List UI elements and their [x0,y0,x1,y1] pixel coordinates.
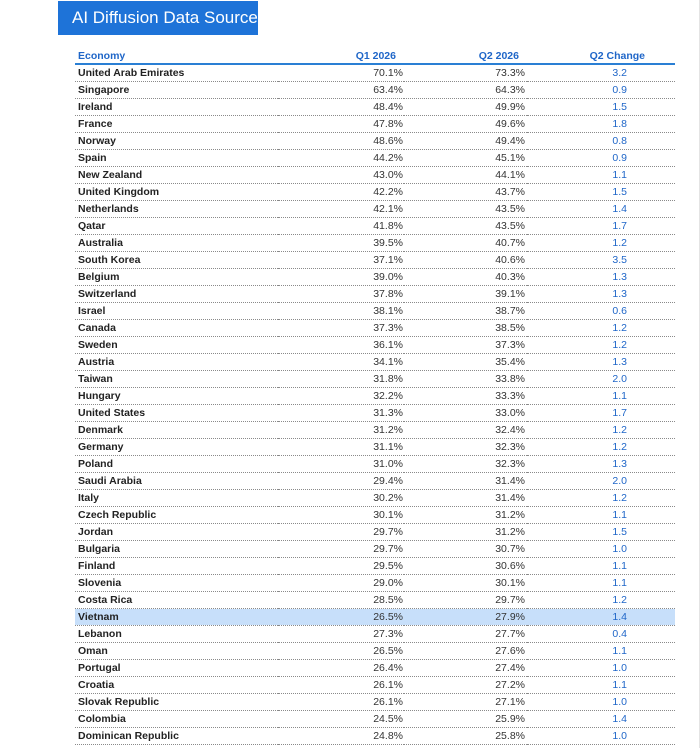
cell-q1-2026: 44.2% [278,150,404,167]
cell-q1-2026: 34.1% [278,354,404,371]
cell-q2-change: 0.8 [527,133,675,150]
cell-q2-2026: 43.5% [404,201,527,218]
cell-economy: Hungary [75,388,278,405]
cell-q1-2026: 30.2% [278,490,404,507]
cell-q1-2026: 24.5% [278,711,404,728]
table-row[interactable] [75,524,675,541]
cell-q2-change: 1.5 [527,524,675,541]
cell-q1-2026: 30.1% [278,507,404,524]
cell-q2-2026: 25.9% [404,711,527,728]
cell-q2-change: 1.4 [527,609,675,626]
cell-q1-2026: 31.8% [278,371,404,388]
cell-q2-2026: 40.6% [404,252,527,269]
column-header-q1-2026[interactable]: Q1 2026 [278,46,404,64]
table-row[interactable] [75,235,675,252]
cell-economy: Qatar [75,218,278,235]
cell-q1-2026: 26.1% [278,694,404,711]
cell-q1-2026: 32.2% [278,388,404,405]
cell-q1-2026: 31.3% [278,405,404,422]
cell-economy: Netherlands [75,201,278,218]
cell-economy: Ireland [75,99,278,116]
column-header-economy[interactable]: Economy [75,46,278,64]
cell-economy: Sweden [75,337,278,354]
cell-economy: France [75,116,278,133]
cell-economy: Slovak Republic [75,694,278,711]
table-row[interactable] [75,252,675,269]
table-row[interactable] [75,541,675,558]
cell-economy: United States [75,405,278,422]
cell-q2-2026: 27.4% [404,660,527,677]
cell-q2-change: 1.3 [527,354,675,371]
cell-economy: South Korea [75,252,278,269]
table-row[interactable] [75,473,675,490]
cell-q2-2026: 64.3% [404,82,527,99]
table-row[interactable] [75,405,675,422]
cell-q2-change: 1.1 [527,388,675,405]
cell-economy: Vietnam [75,609,278,626]
cell-q2-2026: 49.9% [404,99,527,116]
cell-q1-2026: 48.6% [278,133,404,150]
table-row[interactable] [75,558,675,575]
cell-q1-2026: 42.1% [278,201,404,218]
cell-q2-2026: 31.2% [404,524,527,541]
cell-q1-2026: 29.4% [278,473,404,490]
cell-q1-2026: 26.5% [278,609,404,626]
cell-q1-2026: 31.2% [278,422,404,439]
cell-q2-2026: 38.7% [404,303,527,320]
cell-q2-2026: 38.5% [404,320,527,337]
cell-economy: Canada [75,320,278,337]
cell-q2-change: 1.0 [527,728,675,745]
cell-q2-change: 0.9 [527,150,675,167]
cell-economy: Denmark [75,422,278,439]
cell-q2-change: 1.3 [527,269,675,286]
cell-q2-change: 0.6 [527,303,675,320]
table-row[interactable] [75,82,675,99]
cell-q1-2026: 42.2% [278,184,404,201]
cell-q2-change: 1.2 [527,422,675,439]
table-row[interactable] [75,694,675,711]
cell-q2-2026: 73.3% [404,64,527,82]
cell-economy: Austria [75,354,278,371]
cell-q1-2026: 43.0% [278,167,404,184]
cell-q2-2026: 44.1% [404,167,527,184]
cell-q1-2026: 28.5% [278,592,404,609]
cell-q1-2026: 29.7% [278,541,404,558]
cell-q2-2026: 25.8% [404,728,527,745]
cell-q2-change: 1.1 [527,643,675,660]
cell-q1-2026: 41.8% [278,218,404,235]
table-header-row [75,46,675,64]
cell-q2-2026: 32.3% [404,439,527,456]
cell-economy: Czech Republic [75,507,278,524]
cell-q2-2026: 43.5% [404,218,527,235]
cell-q1-2026: 29.5% [278,558,404,575]
cell-q2-change: 1.8 [527,116,675,133]
cell-q1-2026: 38.1% [278,303,404,320]
data-table-container [75,46,645,745]
cell-q2-2026: 35.4% [404,354,527,371]
cell-economy: Costa Rica [75,592,278,609]
cell-economy: Slovenia [75,575,278,592]
table-row[interactable] [75,150,675,167]
cell-economy: Poland [75,456,278,473]
cell-q2-change: 1.1 [527,575,675,592]
cell-economy: United Kingdom [75,184,278,201]
cell-q2-change: 1.1 [527,677,675,694]
cell-q2-change: 1.5 [527,184,675,201]
cell-q1-2026: 26.1% [278,677,404,694]
table-row[interactable] [75,507,675,524]
cell-q2-2026: 43.7% [404,184,527,201]
cell-q2-2026: 31.4% [404,473,527,490]
cell-q2-change: 1.1 [527,167,675,184]
cell-economy: Italy [75,490,278,507]
cell-q2-2026: 40.7% [404,235,527,252]
cell-q1-2026: 31.1% [278,439,404,456]
cell-q2-change: 3.2 [527,64,675,82]
cell-q2-2026: 40.3% [404,269,527,286]
cell-q2-change: 1.1 [527,507,675,524]
table-row[interactable] [75,320,675,337]
table-row[interactable] [75,456,675,473]
cell-q2-change: 0.9 [527,82,675,99]
cell-q2-2026: 32.3% [404,456,527,473]
column-header-q2-change[interactable]: Q2 Change [527,46,675,64]
cell-economy: Portugal [75,660,278,677]
table-row[interactable] [75,728,675,745]
cell-q1-2026: 31.0% [278,456,404,473]
cell-q2-2026: 27.2% [404,677,527,694]
cell-economy: Norway [75,133,278,150]
table-row[interactable] [75,269,675,286]
table-row[interactable] [75,303,675,320]
cell-q2-change: 0.4 [527,626,675,643]
cell-economy: United Arab Emirates [75,64,278,82]
cell-q2-change: 1.0 [527,694,675,711]
cell-q1-2026: 63.4% [278,82,404,99]
cell-economy: Croatia [75,677,278,694]
table-row[interactable] [75,677,675,694]
cell-q2-2026: 37.3% [404,337,527,354]
cell-q2-change: 1.2 [527,320,675,337]
cell-economy: Switzerland [75,286,278,303]
cell-economy: Finland [75,558,278,575]
table-row[interactable] [75,439,675,456]
cell-q2-2026: 33.3% [404,388,527,405]
cell-q2-change: 1.3 [527,456,675,473]
cell-economy: Belgium [75,269,278,286]
cell-economy: Germany [75,439,278,456]
table-row[interactable] [75,626,675,643]
cell-q2-change: 1.2 [527,439,675,456]
cell-q1-2026: 24.8% [278,728,404,745]
cell-q2-2026: 30.6% [404,558,527,575]
cell-q1-2026: 37.1% [278,252,404,269]
column-header-q2-2026[interactable]: Q2 2026 [404,46,527,64]
table-row[interactable] [75,354,675,371]
cell-q2-2026: 27.6% [404,643,527,660]
cell-economy: Israel [75,303,278,320]
table-row[interactable] [75,609,675,626]
cell-economy: Jordan [75,524,278,541]
cell-q2-change: 2.0 [527,473,675,490]
table-row[interactable] [75,490,675,507]
table-row[interactable] [75,575,675,592]
cell-q1-2026: 29.0% [278,575,404,592]
cell-q2-2026: 30.7% [404,541,527,558]
cell-q2-2026: 39.1% [404,286,527,303]
cell-q2-change: 1.1 [527,558,675,575]
cell-q2-change: 1.7 [527,218,675,235]
page-title: AI Diffusion Data Source [58,1,258,35]
cell-q2-2026: 31.2% [404,507,527,524]
cell-q2-2026: 33.0% [404,405,527,422]
cell-q2-2026: 27.1% [404,694,527,711]
cell-q1-2026: 37.8% [278,286,404,303]
table-row[interactable] [75,133,675,150]
table-row[interactable] [75,184,675,201]
cell-q2-change: 1.0 [527,541,675,558]
cell-economy: New Zealand [75,167,278,184]
cell-q2-change: 1.4 [527,711,675,728]
cell-q2-change: 1.2 [527,592,675,609]
table-row[interactable] [75,286,675,303]
cell-q1-2026: 37.3% [278,320,404,337]
cell-economy: Bulgaria [75,541,278,558]
cell-q1-2026: 39.0% [278,269,404,286]
cell-q1-2026: 26.4% [278,660,404,677]
cell-q2-2026: 45.1% [404,150,527,167]
table-row[interactable] [75,711,675,728]
cell-q2-change: 2.0 [527,371,675,388]
cell-q2-2026: 33.8% [404,371,527,388]
diffusion-data-table [75,46,675,745]
table-row[interactable] [75,218,675,235]
cell-q1-2026: 27.3% [278,626,404,643]
cell-q2-2026: 27.7% [404,626,527,643]
cell-q2-2026: 49.4% [404,133,527,150]
cell-economy: Colombia [75,711,278,728]
cell-q2-change: 3.5 [527,252,675,269]
cell-q2-change: 1.2 [527,337,675,354]
table-row[interactable] [75,422,675,439]
cell-q2-change: 1.4 [527,201,675,218]
cell-economy: Dominican Republic [75,728,278,745]
cell-economy: Saudi Arabia [75,473,278,490]
cell-q2-change: 1.0 [527,660,675,677]
cell-q2-change: 1.5 [527,99,675,116]
table-row[interactable] [75,201,675,218]
cell-economy: Singapore [75,82,278,99]
cell-q1-2026: 36.1% [278,337,404,354]
cell-q2-change: 1.2 [527,490,675,507]
cell-q2-change: 1.3 [527,286,675,303]
table-row[interactable] [75,99,675,116]
cell-economy: Spain [75,150,278,167]
cell-q2-2026: 31.4% [404,490,527,507]
table-row[interactable] [75,337,675,354]
cell-q1-2026: 26.5% [278,643,404,660]
cell-q1-2026: 70.1% [278,64,404,82]
cell-q2-2026: 30.1% [404,575,527,592]
table-row[interactable] [75,371,675,388]
cell-q1-2026: 47.8% [278,116,404,133]
table-row[interactable] [75,660,675,677]
cell-q1-2026: 39.5% [278,235,404,252]
cell-economy: Lebanon [75,626,278,643]
table-row[interactable] [75,388,675,405]
table-row[interactable] [75,592,675,609]
cell-economy: Australia [75,235,278,252]
table-row[interactable] [75,116,675,133]
cell-economy: Taiwan [75,371,278,388]
cell-q2-2026: 32.4% [404,422,527,439]
table-row[interactable] [75,64,675,82]
cell-q2-change: 1.7 [527,405,675,422]
cell-q2-change: 1.2 [527,235,675,252]
table-row[interactable] [75,167,675,184]
cell-q1-2026: 48.4% [278,99,404,116]
cell-q2-2026: 49.6% [404,116,527,133]
cell-economy: Oman [75,643,278,660]
table-row[interactable] [75,643,675,660]
cell-q2-2026: 29.7% [404,592,527,609]
cell-q2-2026: 27.9% [404,609,527,626]
cell-q1-2026: 29.7% [278,524,404,541]
table-body [75,64,675,745]
